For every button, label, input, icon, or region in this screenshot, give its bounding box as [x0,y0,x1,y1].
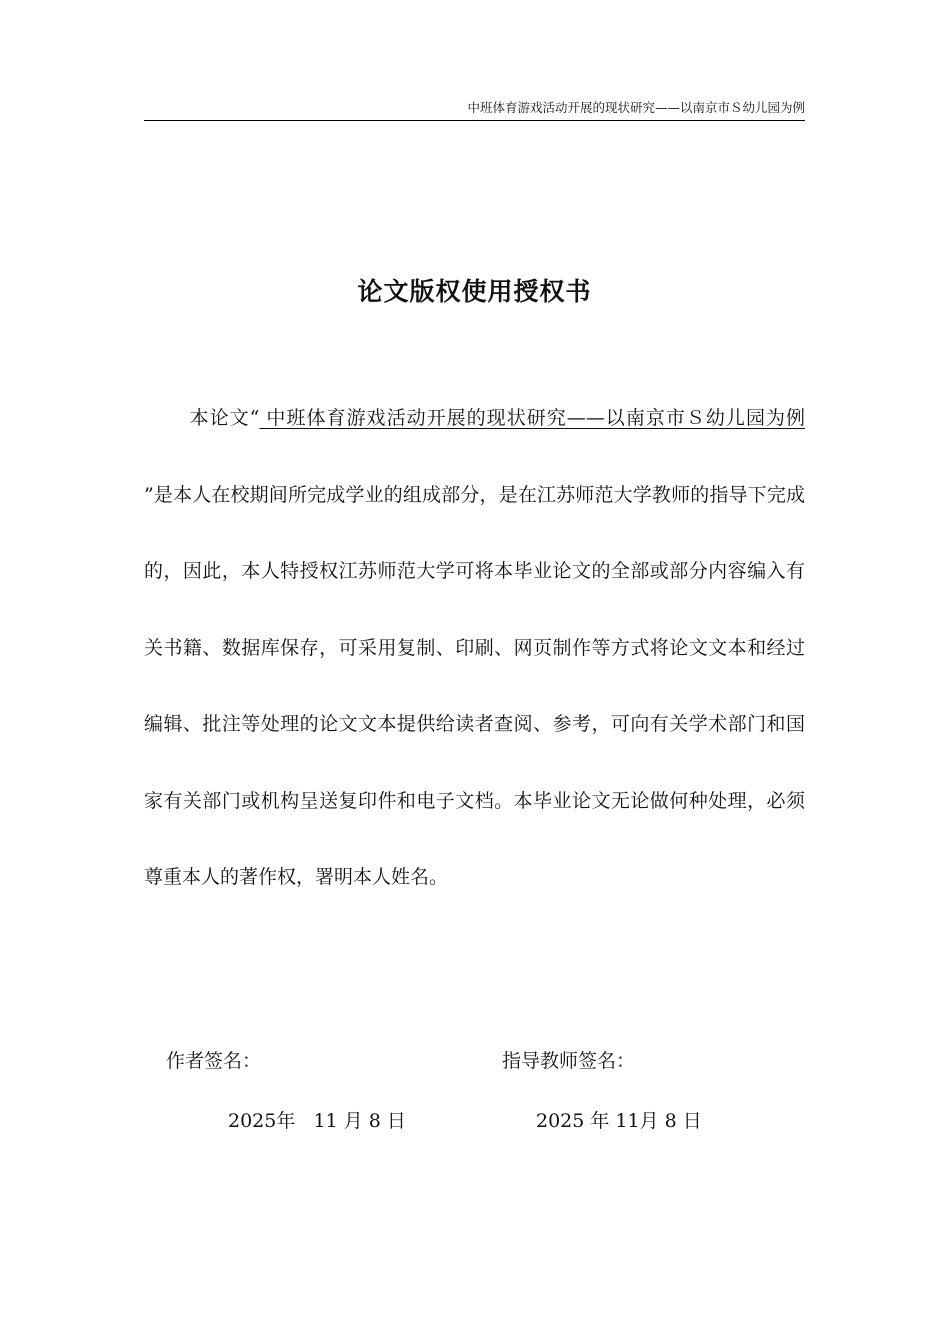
advisor-signature-date: 2025 年 11月 8 日 [536,1110,702,1132]
author-signature-date: 2025年 11 月 8 日 [228,1110,406,1132]
running-header [144,96,805,121]
author-signature-label: 作者签名： [166,1050,262,1072]
page-title: 论文版权使用授权书 [357,277,592,306]
paragraph-body: ”是本人在校期间所完成学业的组成部分，是在江苏师范大学教师的指导下完成的，因此，本人特授权江苏师范大学可将本毕业论文的全部或部分内容编入有关书籍、数据库保存，可采用复制、印刷、网页制作等方式将论文文本和经过编辑、批注等处理的论文文本提供给读者查阅、参考，可向有关学术部门和国家有关部门或机构呈送复印件和电子文档。本毕业论文无论做何种处理，必须尊重本人的著作权，署明本人姓名。 [144,483,805,888]
paragraph-prefix: 本论文“ [189,407,260,429]
running-header-title: 中班体育游戏活动开展的现状研究——以南京市Ｓ幼儿园为例 [467,100,805,115]
authorization-paragraph [144,380,805,916]
thesis-title-underlined: 中班体育游戏活动开展的现状研究——以南京市Ｓ幼儿园为例 [259,407,805,429]
advisor-signature-label: 指导教师签名： [502,1050,636,1072]
